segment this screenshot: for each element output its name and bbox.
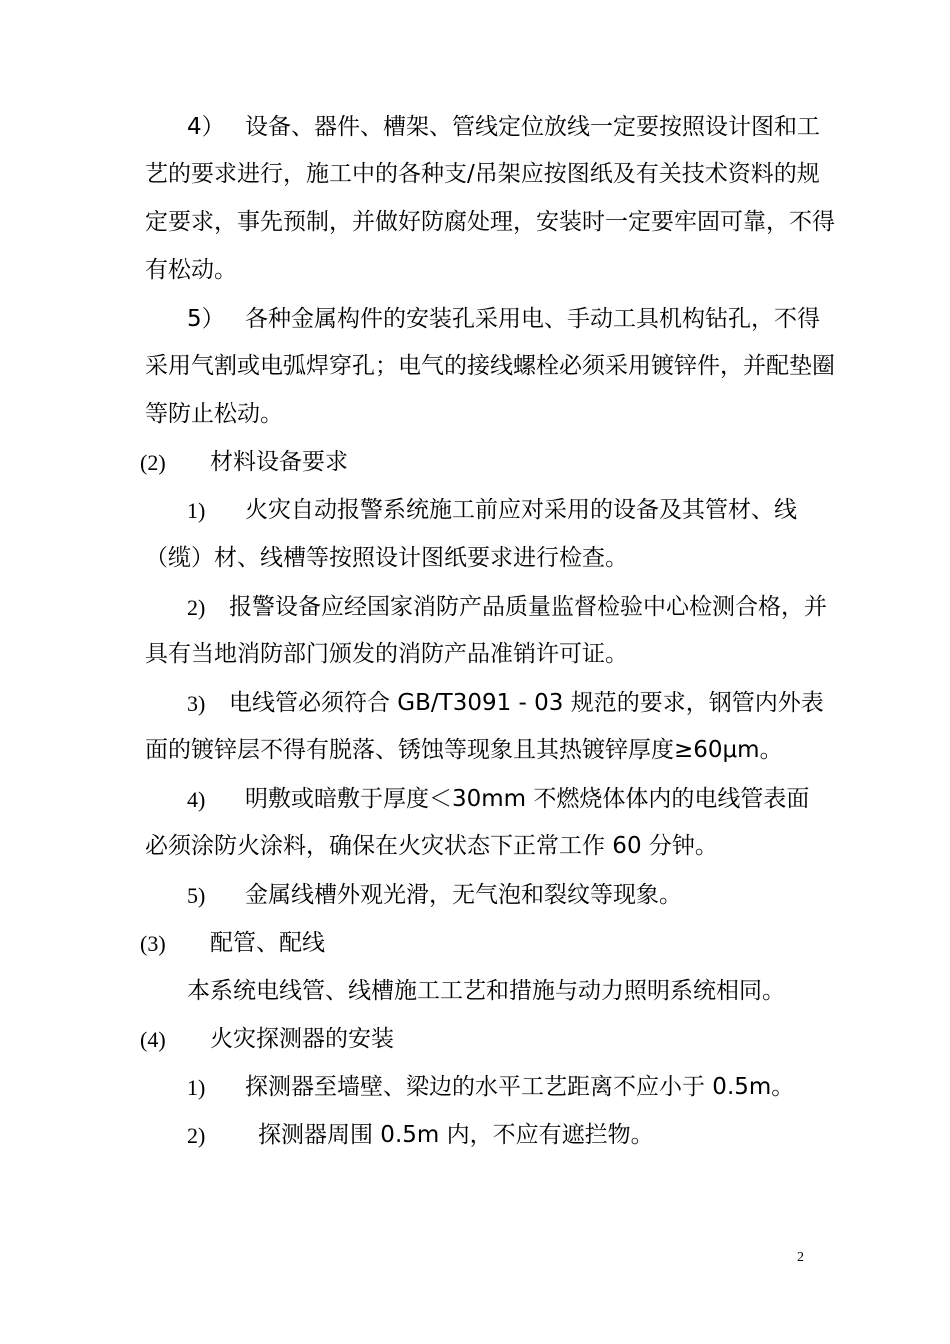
- list-number: 2): [187, 595, 206, 620]
- text-line: 定要求，事先预制，并做好防腐处理，安装时一定要牢固可靠，不得: [145, 209, 835, 235]
- text-line: 各种金属构件的安装孔采用电、手动工具机构钻孔，不得: [245, 306, 820, 332]
- text-line: 电线管必须符合 GB/T3091 - 03 规范的要求，钢管内外表: [229, 690, 824, 716]
- list-number: 1): [187, 1075, 206, 1100]
- section-heading: 配管、配线: [210, 930, 325, 956]
- text-line: 金属线槽外观光滑，无气泡和裂纹等现象。: [245, 882, 682, 908]
- text-line: 探测器至墙壁、梁边的水平工艺距离不应小于 0.5m。: [245, 1074, 795, 1100]
- list-number: 4）: [187, 114, 225, 140]
- list-number: 1): [187, 498, 206, 523]
- section-heading: 火灾探测器的安装: [210, 1026, 394, 1052]
- list-number: 2): [187, 1123, 206, 1148]
- text-line: 有松动。: [145, 257, 237, 283]
- section-number: (3): [140, 931, 166, 956]
- list-number: 4): [187, 787, 206, 812]
- section-number: (2): [140, 450, 166, 475]
- section-heading: 材料设备要求: [210, 449, 348, 475]
- text-line: 艺的要求进行，施工中的各种支/吊架应按图纸及有关技术资料的规: [145, 161, 820, 187]
- text-line: 采用气割或电弧焊穿孔；电气的接线螺栓必须采用镀锌件，并配垫圈: [145, 353, 835, 379]
- text-line: 具有当地消防部门颁发的消防产品准销许可证。: [145, 641, 628, 667]
- page-number: 2: [797, 1250, 804, 1265]
- text-line: 必须涂防火涂料，确保在火灾状态下正常工作 60 分钟。: [145, 833, 718, 859]
- text-line: 报警设备应经国家消防产品质量监督检验中心检测合格，并: [229, 594, 827, 620]
- text-line: （缆）材、线槽等按照设计图纸要求进行检查。: [145, 545, 628, 571]
- text-line: 面的镀锌层不得有脱落、锈蚀等现象且其热镀锌厚度≥60μm。: [145, 737, 783, 763]
- text-line: 本系统电线管、线槽施工工艺和措施与动力照明系统相同。: [187, 978, 785, 1004]
- list-number: 5): [187, 883, 206, 908]
- text-line: 火灾自动报警系统施工前应对采用的设备及其管材、线: [245, 497, 797, 523]
- section-number: (4): [140, 1027, 166, 1052]
- text-line: 探测器周围 0.5m 内，不应有遮拦物。: [258, 1122, 654, 1148]
- text-line: 设备、器件、槽架、管线定位放线一定要按照设计图和工: [245, 114, 820, 140]
- list-number: 5）: [187, 306, 225, 332]
- text-line: 明敷或暗敷于厚度＜30mm 不燃烧体体内的电线管表面: [245, 786, 810, 812]
- list-number: 3): [187, 691, 206, 716]
- text-line: 等防止松动。: [145, 401, 283, 427]
